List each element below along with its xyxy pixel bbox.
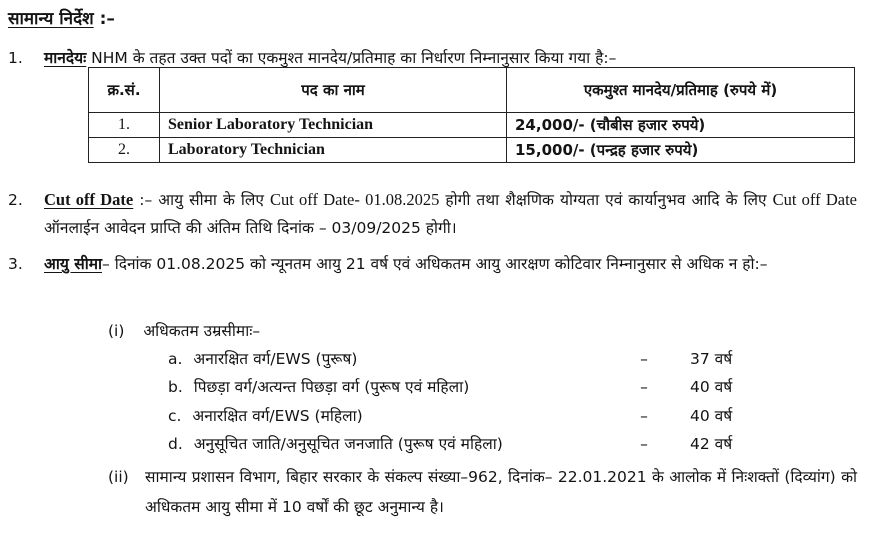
heading-title: सामान्य निर्देश bbox=[8, 9, 94, 29]
section-text bbox=[44, 186, 857, 242]
section-body: – दिनांक 01.08.2025 को न्यूनतम आयु 21 वर्ष एवं अधिकतम आयु आरक्षण कोटिवार निम्नानुसार से अधिक न हो:– bbox=[102, 255, 768, 273]
item-category: अनारक्षित वर्ग/EWS (महिला) bbox=[192, 407, 363, 425]
item-age: 42 वर्ष bbox=[690, 435, 733, 453]
cell-serial: 1. bbox=[89, 113, 160, 138]
heading-suffix: :– bbox=[93, 9, 115, 29]
item-letter: d. bbox=[168, 435, 183, 453]
column-header-amount: एकमुश्त मानदेय/प्रतिमाह (रुपये में) bbox=[507, 68, 855, 113]
item-age: 40 वर्ष bbox=[690, 378, 733, 396]
roman-numeral: (i) bbox=[108, 322, 125, 340]
section-body-part: ऑनलाईन आवेदन प्राप्ति की अंतिम तिथि दिनांक – 03/09/2025 होगी। bbox=[44, 219, 457, 237]
item-letter: b. bbox=[168, 378, 183, 396]
table-header-row bbox=[89, 68, 855, 113]
section-number: 1. bbox=[8, 49, 23, 67]
table-row bbox=[89, 138, 855, 163]
section-number: 3. bbox=[8, 255, 23, 273]
column-header-serial: क्र.सं. bbox=[89, 68, 160, 113]
max-age-heading bbox=[108, 318, 260, 344]
cell-serial: 2. bbox=[89, 138, 160, 163]
list-item bbox=[168, 431, 503, 457]
cutoff-date-term: Cut off Date bbox=[772, 190, 857, 209]
section-label: मानदेयः bbox=[44, 49, 87, 67]
list-item bbox=[168, 346, 357, 372]
section-age-limit bbox=[8, 250, 857, 278]
cutoff-date-text: Cut off Date- 01.08.2025 bbox=[270, 190, 440, 209]
item-letter: a. bbox=[168, 350, 183, 368]
age-relaxation-text: सामान्य प्रशासन विभाग, बिहार सरकार के संकल्प संख्या–962, दिनांक– 22.01.2021 के आलोक में निःशक्तों (दिव्यांग) को अधिकतम आयु सीमा में 10 वर्षों की छूट अनुमान्य है। bbox=[145, 468, 857, 516]
cell-post: Senior Laboratory Technician bbox=[160, 113, 507, 138]
item-dash: – bbox=[640, 435, 648, 453]
age-relaxation-paragraph bbox=[108, 462, 857, 522]
page-title bbox=[8, 6, 115, 29]
section-cutoff-date bbox=[8, 186, 857, 242]
list-item bbox=[168, 374, 469, 400]
item-dash: – bbox=[640, 350, 648, 368]
section-number: 2. bbox=[8, 191, 23, 209]
item-letter: c. bbox=[168, 407, 182, 425]
cell-amount: 24,000/- (चौबीस हजार रुपये) bbox=[507, 113, 855, 138]
item-category: अनारक्षित वर्ग/EWS (पुरूष) bbox=[193, 350, 358, 368]
cell-post: Laboratory Technician bbox=[160, 138, 507, 163]
item-dash: – bbox=[640, 407, 648, 425]
item-age: 40 वर्ष bbox=[690, 407, 733, 425]
section-body: NHM के तहत उक्त पदों का एकमुश्त मानदेय/प्रतिमाह का निर्धारण निम्नानुसार किया गया है:– bbox=[86, 49, 617, 67]
section-text bbox=[44, 250, 857, 278]
column-header-post: पद का नाम bbox=[160, 68, 507, 113]
table-row bbox=[89, 113, 855, 138]
honorarium-table bbox=[88, 67, 855, 163]
item-category: पिछड़ा वर्ग/अत्यन्त पिछड़ा वर्ग (पुरूष एवं महिला) bbox=[193, 378, 470, 396]
item-age: 37 वर्ष bbox=[690, 350, 733, 368]
roman-numeral: (ii) bbox=[108, 468, 129, 486]
list-item bbox=[168, 403, 363, 429]
section-label: Cut off Date bbox=[44, 190, 134, 209]
section-body-part: होगी तथा शैक्षणिक योग्यता एवं कार्यानुभव आदि के लिए bbox=[439, 191, 773, 209]
cell-amount: 15,000/- (पन्द्रह हजार रुपये) bbox=[507, 138, 855, 163]
max-age-title: अधिकतम उम्रसीमाः– bbox=[143, 322, 261, 340]
section-label: आयु सीमा bbox=[44, 255, 103, 273]
section-body-part: :– आयु सीमा के लिए bbox=[133, 191, 270, 209]
item-dash: – bbox=[640, 378, 648, 396]
item-category: अनुसूचित जाति/अनुसूचित जनजाति (पुरूष एवं महिला) bbox=[193, 435, 503, 453]
